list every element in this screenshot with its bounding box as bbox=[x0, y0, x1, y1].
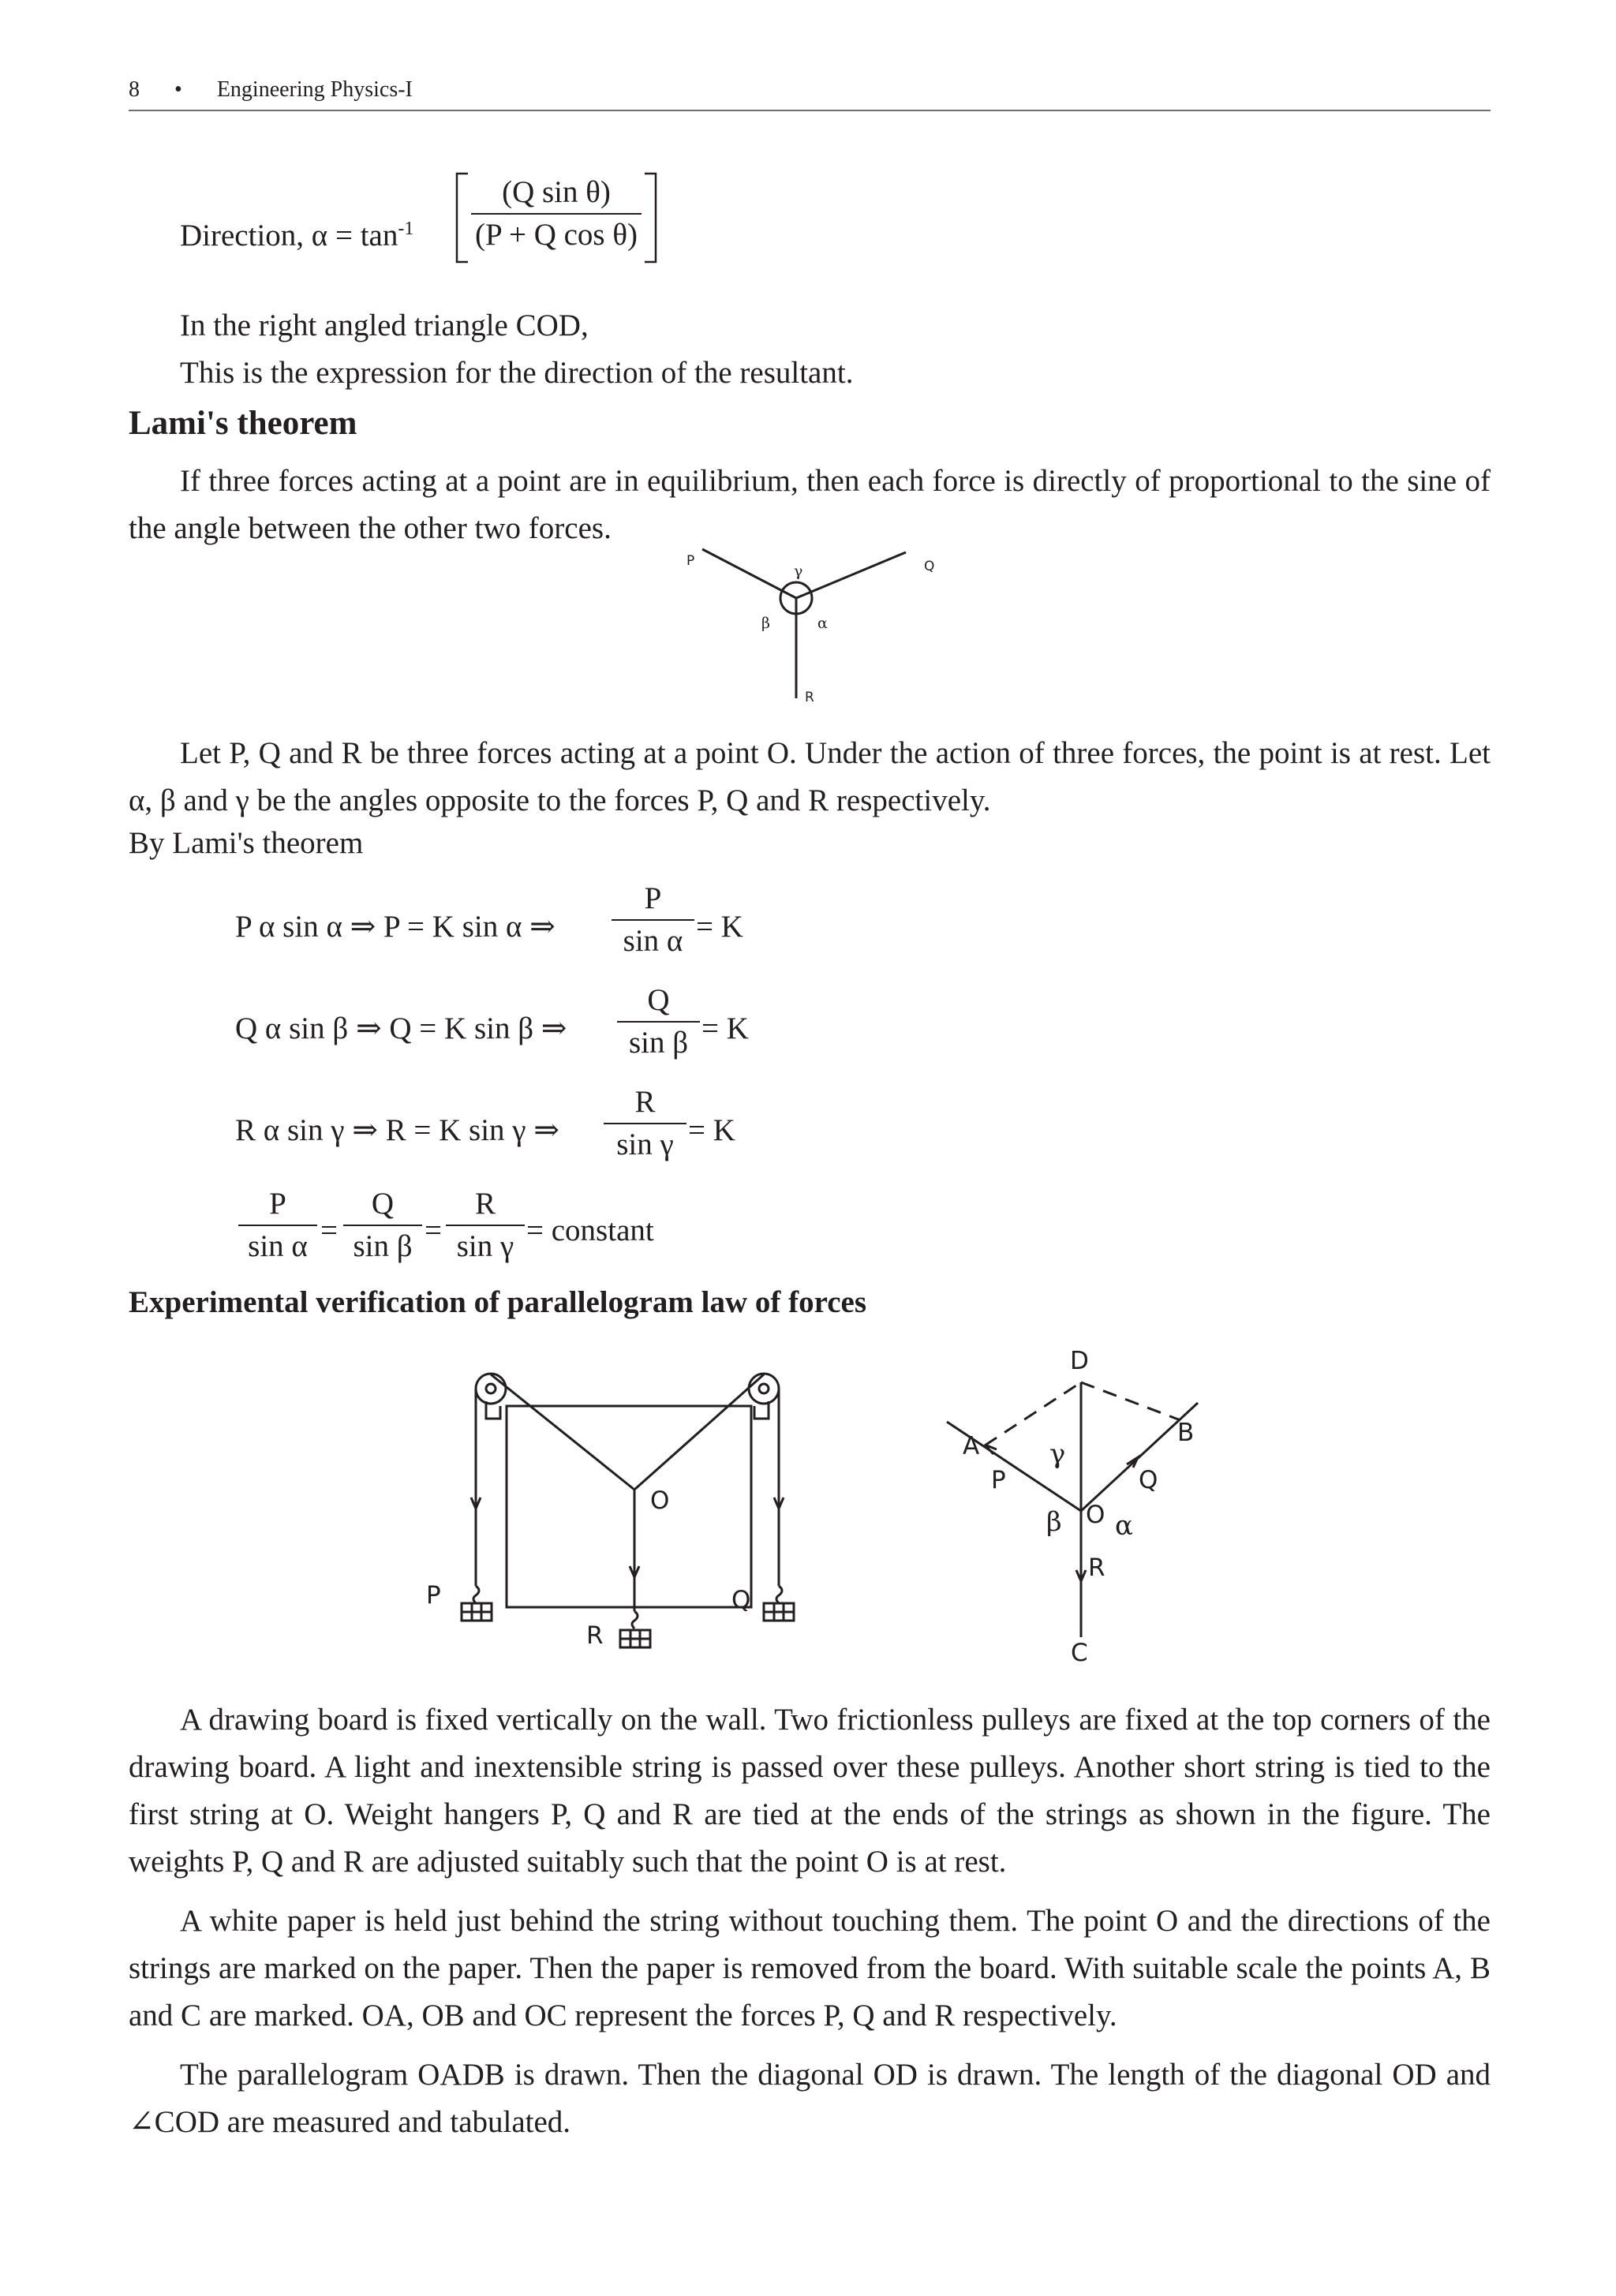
eq4-equals-2: = bbox=[425, 1213, 442, 1247]
apparatus-label-p: P bbox=[426, 1581, 441, 1610]
experiment-heading: Experimental verification of parallelogram law of forces bbox=[129, 1285, 867, 1319]
parallelogram-figure bbox=[931, 1333, 1207, 1665]
eq1-denominator: sin α bbox=[623, 924, 683, 958]
eq2-rhs: = K bbox=[701, 1012, 749, 1045]
eq2-lhs: Q α sin β ⇒ Q = K sin β ⇒ bbox=[235, 1012, 567, 1045]
lami-label-p: P bbox=[686, 553, 695, 569]
text-triangle-cod: In the right angled triangle COD, bbox=[180, 309, 589, 342]
apparatus-label-o: O bbox=[650, 1486, 670, 1515]
lami-statement bbox=[129, 458, 1491, 552]
eq2-numerator: Q bbox=[647, 983, 670, 1017]
eq3-fraction bbox=[604, 1082, 686, 1165]
direction-sup: -1 bbox=[398, 219, 414, 239]
label-c: C bbox=[1071, 1639, 1088, 1665]
eq3-numerator: R bbox=[634, 1085, 656, 1119]
experiment-para-1 bbox=[129, 1696, 1491, 1886]
lami-label-alpha: α bbox=[817, 615, 828, 632]
eq4-denominator-1: sin α bbox=[248, 1229, 308, 1263]
eq4-denominator-2: sin β bbox=[353, 1229, 413, 1263]
direction-label: Direction, α = tan bbox=[180, 219, 398, 252]
eq3-denominator: sin γ bbox=[616, 1127, 674, 1161]
lami-label-gamma: γ bbox=[794, 563, 803, 580]
label-gamma: γ bbox=[1049, 1438, 1066, 1470]
eq1-numerator: P bbox=[644, 881, 662, 915]
eq2-fraction bbox=[617, 980, 700, 1064]
header-bullet: • bbox=[174, 77, 182, 102]
direction-fraction bbox=[471, 172, 642, 256]
lami-by: By Lami's theorem bbox=[129, 826, 364, 860]
eq1-rhs: = K bbox=[696, 910, 743, 944]
lami-heading: Lami's theorem bbox=[129, 405, 357, 442]
eq4-rhs: = constant bbox=[526, 1213, 654, 1247]
running-header bbox=[129, 77, 413, 103]
eq4-numerator-1: P bbox=[269, 1187, 286, 1221]
experiment-para-2 bbox=[129, 1898, 1491, 2040]
label-b: B bbox=[1177, 1419, 1195, 1447]
eq4-fraction-3 bbox=[446, 1184, 525, 1267]
experiment-para-2-text: A white paper is held just behind the string without touching them. The point O and the directions of the strings are marked on the paper. Then the paper is removed from the board. With suitable scale the points A, B and C are marked. OA, OB and OC represent the forces P, Q and R respectively. bbox=[129, 1904, 1491, 2032]
lami-explanation bbox=[129, 730, 1491, 825]
apparatus-figure bbox=[418, 1357, 829, 1657]
eq4-numerator-2: Q bbox=[371, 1187, 395, 1221]
label-o: O bbox=[1086, 1501, 1105, 1529]
apparatus-label-r: R bbox=[586, 1621, 604, 1650]
text-direction-expression: This is the expression for the direction of the resultant. bbox=[180, 356, 854, 390]
label-r: R bbox=[1088, 1554, 1105, 1582]
eq4-equals-1: = bbox=[320, 1213, 338, 1247]
label-d: D bbox=[1070, 1347, 1089, 1375]
page-number: 8 bbox=[129, 77, 140, 102]
lami-label-r: R bbox=[805, 690, 814, 705]
lami-statement-text: If three forces acting at a point are in equilibrium, then each force is directly of proportional to the sine of the angle between the other two forces. bbox=[129, 464, 1491, 545]
eq4-numerator-3: R bbox=[474, 1187, 496, 1221]
label-p: P bbox=[991, 1466, 1006, 1494]
experiment-para-3 bbox=[129, 2051, 1491, 2146]
eq4-denominator-3: sin γ bbox=[456, 1229, 514, 1263]
label-alpha: α bbox=[1115, 1510, 1133, 1542]
eq1-lhs: P α sin α ⇒ P = K sin α ⇒ bbox=[235, 910, 556, 944]
eq4-fraction-1 bbox=[238, 1184, 317, 1267]
eq1-fraction bbox=[612, 878, 694, 962]
lami-label-q: Q bbox=[924, 559, 935, 574]
header-rule bbox=[129, 110, 1491, 111]
direction-numerator: (Q sin θ) bbox=[502, 175, 611, 209]
label-beta: β bbox=[1046, 1506, 1062, 1538]
label-a: A bbox=[963, 1432, 980, 1460]
book-title: Engineering Physics-I bbox=[216, 77, 413, 102]
label-q: Q bbox=[1139, 1466, 1158, 1494]
eq2-denominator: sin β bbox=[628, 1026, 689, 1060]
apparatus-label-q: Q bbox=[731, 1586, 751, 1614]
eq4-fraction-2 bbox=[343, 1184, 422, 1267]
lami-explanation-text: Let P, Q and R be three forces acting at a point O. Under the action of three forces, the point is at rest. Let α, β and γ be the angles opposite to the forces P, Q and R respectively. bbox=[129, 736, 1491, 817]
lami-figure bbox=[679, 544, 947, 718]
direction-lhs bbox=[180, 205, 413, 260]
experiment-para-1-text: A drawing board is fixed vertically on the wall. Two frictionless pulleys are fixed at the top corners of the drawing board. A light and inextensible string is passed over these pulleys. Another short string is tied to the first string at O. Weight hangers P, Q and R are tied at the ends of the strings as shown in the figure. The weights P, Q and R are adjusted suitably such that the point O is at rest. bbox=[129, 1703, 1491, 1879]
experiment-para-3-text: The parallelogram OADB is drawn. Then the diagonal OD is drawn. The length of the diagonal OD and ∠COD are measured and tabulated. bbox=[129, 2058, 1491, 2139]
eq3-rhs: = K bbox=[688, 1113, 735, 1147]
eq3-lhs: R α sin γ ⇒ R = K sin γ ⇒ bbox=[235, 1113, 559, 1147]
direction-denominator: (P + Q cos θ) bbox=[474, 218, 638, 252]
lami-label-beta: β bbox=[761, 615, 770, 632]
